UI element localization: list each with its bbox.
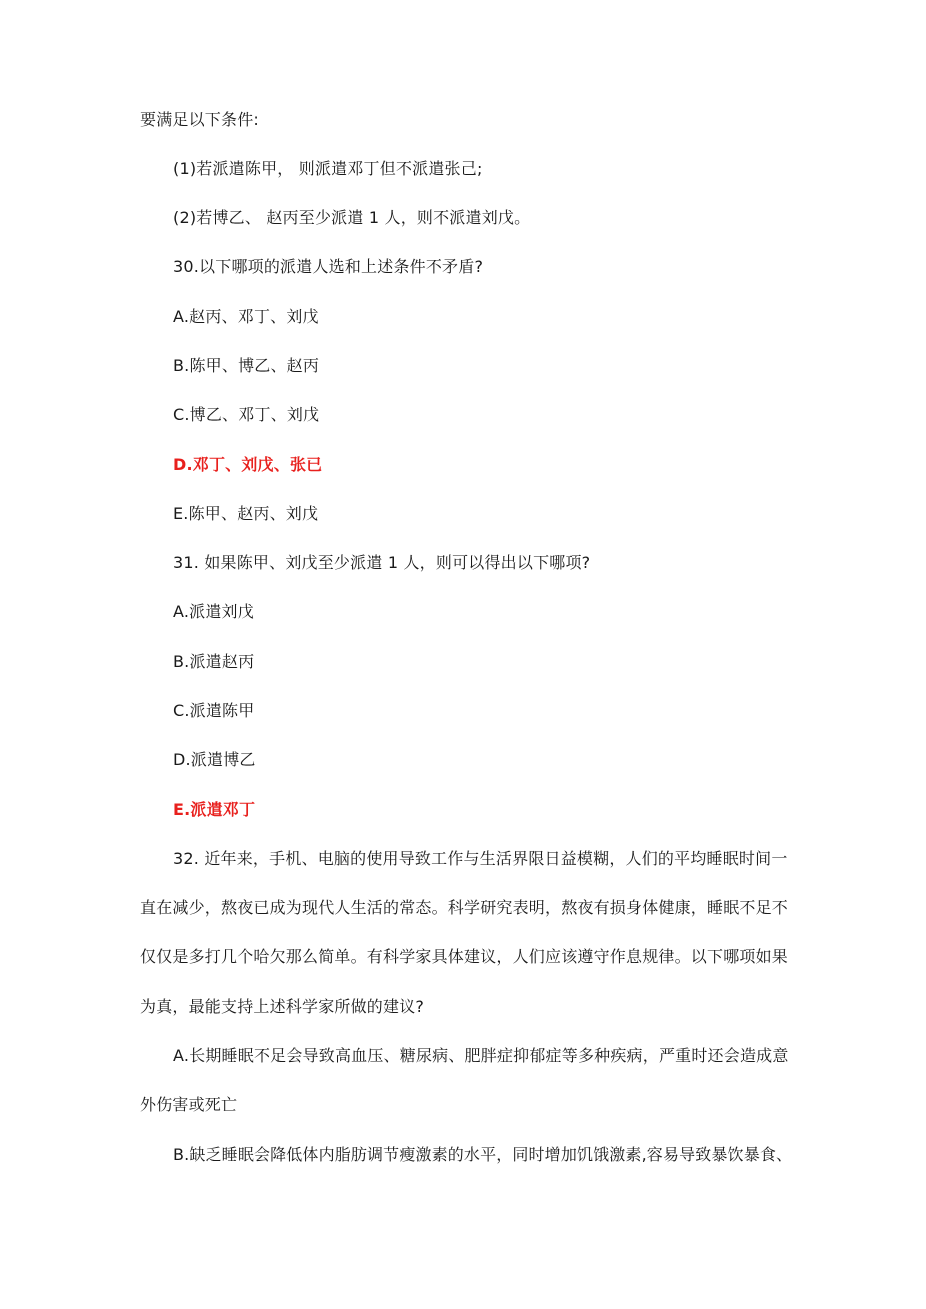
question-30-option-b: B.陈甲、博乙、赵丙 xyxy=(173,356,320,375)
question-31-option-b: B.派遣赵丙 xyxy=(173,652,255,671)
question-31-option-d: D.派遣博乙 xyxy=(173,750,256,769)
question-32-stem-line-2: 直在减少，熬夜已成为现代人生活的常态。科学研究表明，熬夜有损身体健康，睡眠不足不 xyxy=(140,898,789,917)
question-32-stem-line-4: 为真，最能支持上述科学家所做的建议? xyxy=(140,997,425,1016)
question-30-option-a: A.赵丙、邓丁、刘戊 xyxy=(173,307,319,326)
question-31-option-e-answer: E.派遣邓丁 xyxy=(173,800,256,819)
condition-1: (1)若派遣陈甲， 则派遣邓丁但不派遣张己; xyxy=(173,159,483,178)
question-32-option-a-line-2: 外伤害或死亡 xyxy=(140,1095,238,1114)
question-30-option-e: E.陈甲、赵丙、刘戊 xyxy=(173,504,319,523)
question-32-stem-line-3: 仅仅是多打几个哈欠那么简单。有科学家具体建议，人们应该遵守作息规律。以下哪项如果 xyxy=(140,947,789,966)
question-31-stem: 31. 如果陈甲、刘戊至少派遣 1 人，则可以得出以下哪项? xyxy=(173,553,591,572)
condition-2: (2)若博乙、 赵丙至少派遣 1 人，则不派遣刘戊。 xyxy=(173,208,531,227)
question-31-option-a: A.派遣刘戊 xyxy=(173,602,254,621)
question-30-stem: 30.以下哪项的派遣人选和上述条件不矛盾? xyxy=(173,257,484,276)
question-30-option-c: C.博乙、邓丁、刘戊 xyxy=(173,405,320,424)
question-32-stem-line-1: 32. 近年来，手机、电脑的使用导致工作与生活界限日益模糊，人们的平均睡眠时间一 xyxy=(173,849,788,868)
question-32-option-b-line-1: B.缺乏睡眠会降低体内脂肪调节瘦激素的水平，同时增加饥饿激素,容易导致暴饮暴食、 xyxy=(173,1145,793,1164)
condition-intro: 要满足以下条件: xyxy=(140,110,259,129)
question-31-option-c: C.派遣陈甲 xyxy=(173,701,255,720)
question-32-option-a-line-1: A.长期睡眠不足会导致高血压、糖尿病、肥胖症抑郁症等多种疾病，严重时还会造成意 xyxy=(173,1046,789,1065)
question-30-option-d-answer: D.邓丁、刘戊、张已 xyxy=(173,455,323,474)
